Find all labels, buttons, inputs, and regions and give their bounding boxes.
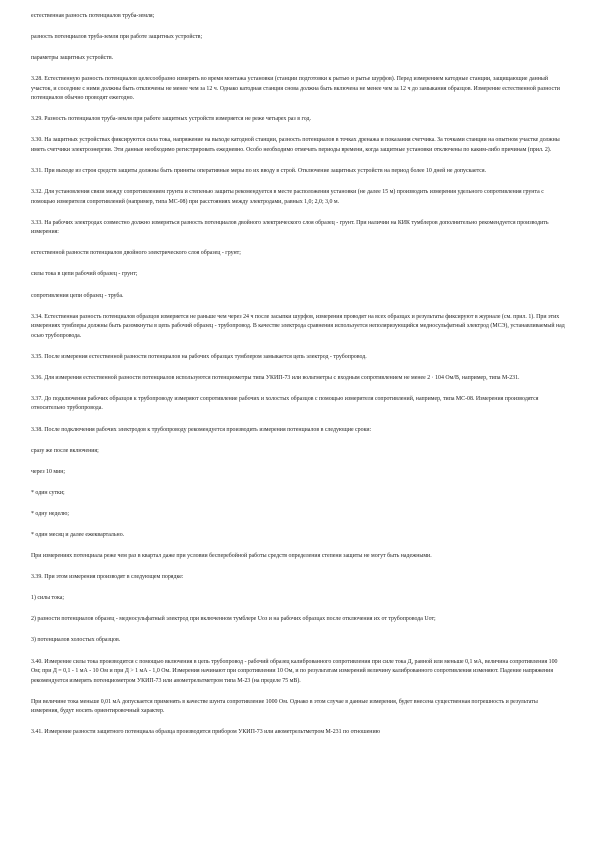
list-item-current-strength: силы тока в цепи рабочий образец - грунт; <box>31 271 138 278</box>
clause-3-35: 3.35. После измерения естественной разности потенциалов на рабочих образцах тумблером замыкается цепь электрод - трубопровод. <box>31 353 367 360</box>
clause-3-34: 3.34. Естественная разность потенциалов образцов измеряется не раньше чем через 24 ч после засыпки шурфов, измерения проводят на всех образцах и результаты фиксируют в журнале (см. прил. 1). При этих измерениях тумблеры должны быть разомкнуты в цепь рабочий образец - трубопровод. В качестве электрода сравнения используется неполяризующийся медносульфатный электрод (МСЭ), устанавливаемый над осью трубопровода. <box>31 313 565 339</box>
clause-3-33: 3.33. На рабочих электродах совместно должно измеряться разность потенциалов двойного электрического слоя образец - грунт. При наличии на КИК тумблеров дополнительно рекомендуется производить измерения: <box>31 219 549 236</box>
clause-3-30: 3.30. На защитных устройствах фиксируются сила тока, напряжение на выходе катодной станции, разность потенциалов в точках дренажа и показания счетчика. За точками станции на опытном участке должны иметь счетчики электроэнергии. Эти данные необходимо регистрировать ежедневно. Особо необходимо отмечать периоды времени, когда защитные установки отключены по каким-либо причинам (прил. 2). <box>31 137 560 153</box>
list-item-step-1: 1) силы тока; <box>31 595 64 602</box>
clause-3-31: 3.31. При выходе из строя средств защиты должны быть приняты оперативные меры по их вводу в строй. Отключение защитных устройств на период более 10 дней не допускается. <box>31 168 487 175</box>
clause-3-28: 3.28. Естественную разность потенциалов целесообразно измерять во время монтажа установки (станции подготовки к рытью и рытье шурфов). Перед измерением катодные станции, защищающие данный участок, и соседние с ними должны быть отключены не менее чем за 12 ч. Однако катодная станция снова должна быть включена не менее чем за 12 ч до замыкания образцов. Измерение естественной разности потенциалов обычно проводят ежегодно. <box>31 76 560 102</box>
clause-3-29: 3.29. Разность потенциалов труба-земля при работе защитных устройств измеряется не реже четырех раз в год. <box>31 116 311 123</box>
list-item-step-3: 3) потенциалов холостых образцов. <box>31 637 121 644</box>
clause-3-39: 3.39. При этом измерения производят в следующем порядке: <box>31 574 184 581</box>
list-item-one-week: * одну неделю; <box>31 510 70 517</box>
list-item-immediately: сразу же после включения; <box>31 447 99 454</box>
clause-3-37: 3.37. До подключения рабочих образцов к трубопроводу измеряют сопротивление рабочих и холостых образцов с помощью измерителя сопротивлений, например, типа МС-08. Измерения производятся относительно трубопровода. <box>31 395 539 412</box>
list-item-10-min: через 10 мин; <box>31 468 66 475</box>
paragraph-measurement-frequency: При измерениях потенциала реже чем раз в квартал даже при условии бесперебойной работы средств определения степени защиты не могут быть надежными. <box>31 553 432 560</box>
list-item-circuit-resistance: сопротивления цепи образец - труба. <box>31 292 124 299</box>
list-item-protection-parameters: параметры защитных устройств. <box>31 55 114 62</box>
clause-3-41: 3.41. Измерение разности защитного потенциала образца производится прибором УКИП-73 или авометрельтметром М-231 по отношению <box>31 729 381 736</box>
list-item-step-2: 2) разности потенциалов образец - медносульфатный электрод при включенном тумблере Uоз и на рабочих образцах после отключения их от трубопровода Uот; <box>31 616 436 623</box>
clause-3-38: 3.38. После подключения рабочих электродов к трубопроводу рекомендуется производить измерения потенциалов в следующие сроки: <box>31 426 372 433</box>
list-item-one-day: * один сутки; <box>31 489 65 496</box>
list-item-one-month: * один месяц и далее ежеквартально. <box>31 531 125 538</box>
list-item-natural-potential: естественная разность потенциалов труба-земля; <box>31 13 155 19</box>
paragraph-low-current-note: При величине тока меньше 0,01 мА допускается применять в качестве шунта сопротивление 1000 Ом. Однако в этом случае в данные измерения, будет внесена существенная погрешность и результаты измерения, будут носить ориентировочный характер. <box>31 698 538 715</box>
list-item-protection-potential: разность потенциалов труба-земля при работе защитных устройств; <box>31 34 203 41</box>
clause-3-40: 3.40. Измерение силы тока производится с помощью включения в цепь трубопровод - рабочий образец калиброванного сопротивления при силе тока Д, равной или меньше 0,1 мА, величина сопротивления 100 Ом; при Д = 0,1 - 1 мА - 10 Ом и при Д > 1 мА - 1,0 Ом. Измерения начинают при сопротивлении 10 Ом, и по результатам измерений величину калиброванного сопротивления изменяют. Падение напряжения рекомендуется измерять потенциометром УКИП-73 или авометрельтметром типа М-23 (на пределе 75 мВ). <box>31 658 558 684</box>
clause-3-36: 3.36. Для измерения естественной разности потенциалов используются потенциометры типа УКИП-73 или вольтметры с входным сопротивлением не менее 2 · 104 Ом/В, например, типа М-231. <box>31 374 520 381</box>
list-item-natural-layer-potential: естественной разности потенциалов двойного электрического слоя образец - грунт; <box>31 250 241 257</box>
clause-3-32: 3.32. Для установления связи между сопротивлением грунта и степенью защиты рекомендуется в месте расположения установки (не далее 15 м) производить измерения удельного сопротивления грунта с помощью измерителя сопротивлений (например, типа МС-08) при расстояниях между электродами, равных 1,0; 2,0; 3,0 м. <box>31 189 544 205</box>
